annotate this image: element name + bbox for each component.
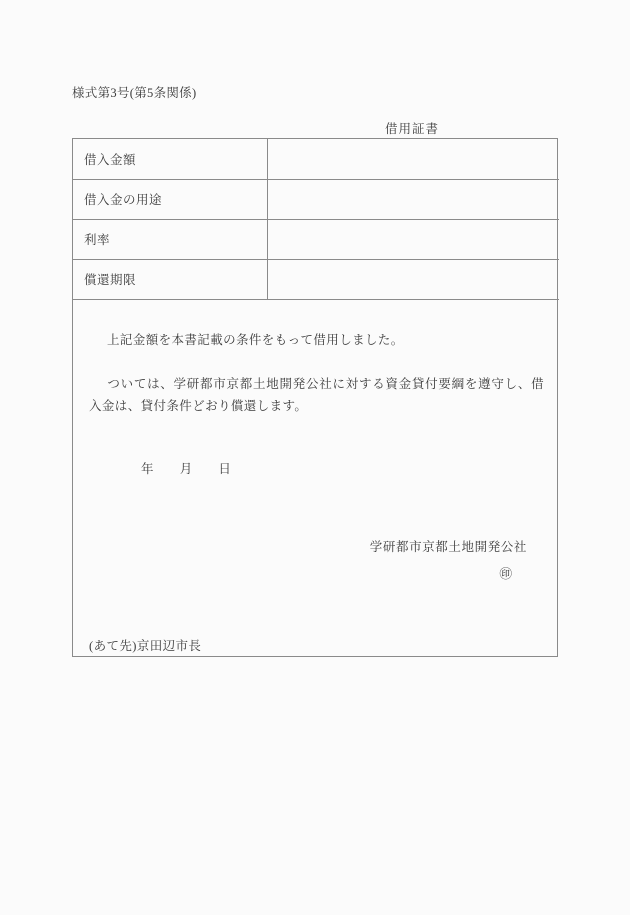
form-number-label: 様式第3号(第5条関係) (72, 86, 197, 100)
field-label-loan-amount: 借入金額 (73, 139, 267, 179)
signatory-organization-name: 学研都市京都土地開発公社 (369, 540, 527, 554)
date-entry-line[interactable]: 年 月 日 (141, 462, 232, 476)
field-label-interest-rate: 利率 (73, 219, 267, 259)
field-label-repayment-deadline: 償還期限 (73, 259, 267, 299)
form-outer-box (72, 138, 558, 657)
statement-area (73, 299, 557, 658)
statement-paragraph-1-text: 上記金額を本書記載の条件をもって借用しました。 (107, 333, 404, 347)
seal-icon: ㊞ (499, 567, 512, 581)
statement-paragraph-2-text: ついては、学研都市京都土地開発公社に対する資金貸付要綱を遵守し、借入金は、貸付条件どおり償還します。 (89, 377, 544, 413)
field-value-repayment-deadline[interactable] (267, 259, 559, 299)
table-row (73, 219, 559, 259)
loan-fields-table (73, 139, 559, 300)
field-value-interest-rate[interactable] (267, 219, 559, 259)
table-row (73, 179, 559, 219)
statement-paragraph-1 (89, 329, 544, 351)
field-value-loan-amount[interactable] (267, 139, 559, 179)
statement-paragraph-2 (89, 373, 544, 417)
field-value-loan-purpose[interactable] (267, 179, 559, 219)
table-row (73, 259, 559, 299)
field-label-loan-purpose: 借入金の用途 (73, 179, 267, 219)
document-title: 借用証書 (384, 122, 439, 136)
signature-block (370, 537, 527, 582)
addressee-line: (あて先)京田辺市長 (89, 639, 202, 653)
table-row (73, 139, 559, 179)
